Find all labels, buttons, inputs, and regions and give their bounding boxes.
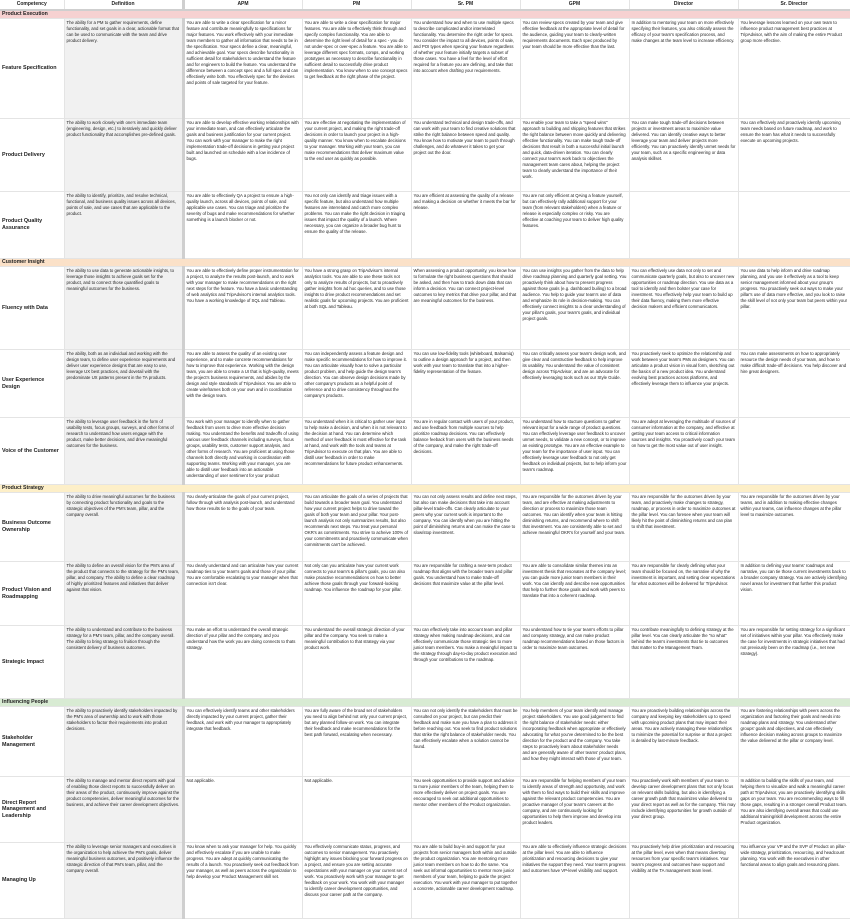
competency-row: [0, 777, 850, 843]
level-cell-srpm: You can effectively take into account team and pillar strategy when making roadmap decisions, and can effectively communicate those strategic ties to more junior team members. You make a meaingful impact to the strategy through day-to-day product execution and through your contributions to the roadmap.: [411, 626, 520, 699]
level-cell-pm: You are able to write a clear specification for major features. You are able to effectively think through and specify complex functionality. You are able to determine the right level of detail for a spec - you do not under-spec or over-spec a feature. You are able to leverage different spec formats, comps, and working prototypes as necessary to describe functionality in sufficient detail to successfully drive product implementation. You know when to use concept specs to get feedback at the right phase of the project.: [302, 19, 411, 119]
level-cell-gpm: You help members of your team identify and manage project stakeholders. You use good judgement to find the right balance of stakeholder needs: either incorporating feedback when appropriate or effectively advocating for what you've determined to be the best direction for the product and the company. You take steps to proactively learn about stakeholder needs and are generally aware of other teams' product plans, and how they might interact with those of your team.: [520, 707, 629, 777]
level-cell-srpm: You seek opportunities to provide support and advice to more junior members of the team, helping them to more effectively deliver on project goals. You are encouraged to seek out additional opportunities to mentor other members of the Product organization.: [411, 777, 520, 843]
level-cell-gpm: You understand how to tie your team's efforts to pillar and company strategy, and can make product roadmap recommendations based on those factors in order to maximize team outcomes.: [520, 626, 629, 699]
level-cell-gpm: You are able to effectively influence strategic decisions at the pillar level. You are able to influence prioritization and resourcing decisions to give your initiatives the support they need. Your team's progress and outcomes have VP-level visibility and support.: [520, 843, 629, 919]
competency-row: [0, 119, 850, 192]
level-cell-director: You proactively work with members of your team to develop career development plans that not only focus on relevant skills building, but also in identifying a career growth path that maximizes value delivered to your direct report as well as for the company. This may include identifying opportunities for growth outside of your direct group.: [629, 777, 738, 843]
competency-row: [0, 626, 850, 699]
competency-name: Fluency with Data: [0, 267, 64, 350]
header-row: [0, 0, 850, 10]
level-cell-srpm: You are responsible for crafting a near-term product roadmap that aligns with the broader team and pillar goals. You understand how to make trade-off decisions that maximize value at the pillar level.: [411, 562, 520, 626]
level-cell-director: In addition to mentoring your team on more effectively specifying their features, you also critically assess the efficacy of your team's specification process, and make changes at the team level to increase efficiency.: [629, 19, 738, 119]
level-cell-pm: You are fully aware of the broad set of stakeholders you need to align behind not only your current project, but any planned follow-on work. You can integrate their feedback and make recommendations for the best path forward, escalating when necessary.: [302, 707, 411, 777]
level-cell-pm: Not only can you articulate how your current work connects to your team's & pillar's goals, you can also make proactive recommendations on how to better achieve those goals through your forward-looking roadmap. You influence the roadmap for your pillar.: [302, 562, 411, 626]
competency-definition: The ability, both as an individual and working with the design team, to define user experience requirements and deliver user experience designs that are easy to use, leverage UX best practices, and dovetail with the predominate UX patterns present in the TA products.: [64, 350, 183, 418]
level-cell-pm: You are effective at negotiating the implementation of your current project, and making the right trade-off decisions in order to launch your project in a high-quality manner. You know when to escalate decisions to your manager. Working with your team, you can make recommendations that deliver maximum value to the end user as quickly as possible.: [302, 119, 411, 192]
level-cell-srdirector: You can make assessments on how to appropriately resource the design needs of your team, and how to make difficult trade-off decisions. You help discover and hire great designers.: [738, 350, 850, 418]
level-cell-director: You proactively help drive prioritization and resourcing at the pillar level, even when that means diverting resources from your specific team's initiatives. Your team's progress and outcomes have support and visibility at the TA management team level.: [629, 843, 738, 919]
level-cell-srdirector: [738, 192, 850, 259]
section-title: Product Strategy: [0, 485, 850, 493]
competency-row: [0, 707, 850, 777]
competency-name: Product Quality Assurance: [0, 192, 64, 259]
competency-name: User Experience Design: [0, 350, 64, 418]
competency-name: Product Delivery: [0, 119, 64, 192]
level-cell-srdirector: You are fostering relationships with peers across the organization and factoring their goals and needs into roadmap plans and strategy. You understand other groups' goals and objectives, and can effectively influence decision making across groups to maximize the value delivered at the pillar or company level.: [738, 707, 850, 777]
header-srdirector: Sr. Director: [738, 0, 850, 10]
level-cell-pm: You can independently assess a feature design and make specific recommendations for how to improve it. You can articulate visually how to solve a particular product problem, and help guide the design team's direction. You can observe design decisions made by other company's products as a helpful point of reference and to drive consistency throughout the company's products.: [302, 350, 411, 418]
level-cell-director: You can effectively use data not only to set and communicate quarterly goals, but also to uncover new opportunities or roadmap direction. You use data as a tool to identify and then bolster your case for investment. You effectively help your team to build up their data fluency, making them more effective decision makers and efficient communicators.: [629, 267, 738, 350]
header-srpm: Sr. PM: [411, 0, 520, 10]
competency-definition: The ability to understand and contribute to the business strategy for a PM's team, pillar, and the company overall. The ability to bring strategy to fruition through the consistent delivery of business outcomes.: [64, 626, 183, 699]
matrix-body: [0, 10, 850, 919]
competency-row: [0, 267, 850, 350]
section-header-row: [0, 699, 850, 707]
level-cell-apm: You clearly understand and can articulate how your current roadmap ties to your team's goals and those of your pillar. You are comfortable escalating to your manager when that connection isn't clear.: [183, 562, 302, 626]
level-cell-gpm: You understand how to stucture questions to gather relevant input for a wide range of product questions. You can effectively leverage user feedback to uncover unmet needs, to validate a new concept, or to improve an existing prototype. You are an effective example to your team for the importance of user input. You can effectively leverage user feedback to not only get feedback on individual projects, but to help inform your team's roadmap.: [520, 418, 629, 485]
competency-row: [0, 418, 850, 485]
competency-row: [0, 843, 850, 919]
level-cell-apm: You are able to develop effective working relationships with your immediate team, and can effectively articulate the goals and business justification for your current project. You can work with your manager to make the right implementation trade-off decisions in getting your project built and launched on schedule with a low incidence of bugs.: [183, 119, 302, 192]
header-pm: PM: [302, 0, 411, 10]
level-cell-apm: You work with your manager to identify when to gather feedback from users to drive more effective decision making. You understand the benefits and tradeoffs of using various user feedback channels including surveys, focus groups, usability tests, customer support analysis, and other forms of research. You are proficient at using those channels both directly and working in coordination with supporting teams. Working with your manager, you are able to distill user feedback into an actionable understanding of user sentiment for your product: [183, 418, 302, 485]
competency-name: Managing Up: [0, 843, 64, 919]
level-cell-apm: You are able to effectively define proper instrumentation for a project, to analyze the results post-launch, and to work with your manager to make recommendations on the right next steps for the feature. You have a basic understanding of web analytics and TripAdvisor's internal analytics tools. You have a working knowledge of SQL and Tableau.: [183, 267, 302, 350]
level-cell-pm: You can articulate the goals of a series of projects that build towards a broader team goal. You understand how your current project helps to drive toward the goals of both your team and your pillar. Your post-launch analysis not only summarizes results, but also recommends next steps. You treat your personal OKR's as commitments. You strive to acheive 100% of your commitments and proactively communicate when commitments can't be achieved.: [302, 493, 411, 562]
level-cell-gpm: You are responsible for helping members of your team to identify areas of strength and opportunity, and work with them to find ways to build their skills and improve against the relevant product competencies. You are proactive manager of your team's careers at the company, and are continuously looking for opportunities to help them improve and develop into product leaders.: [520, 777, 629, 843]
level-cell-srdirector: [738, 418, 850, 485]
level-cell-srdirector: You are responsible for the outcomes driven by your teams, and in addition to making effective changes within your teams, can influence changes at the pillar level to maximize outcomes.: [738, 493, 850, 562]
competency-name: Stakeholder Management: [0, 707, 64, 777]
competency-row: [0, 192, 850, 259]
level-cell-srpm: You can not only assess results and define next steps, but also can make decisions that take into account pillar-level trade-offs. Can clearly articulate to your peers why your current work is important to the company. You can identify when you are hitting the point of diminishing returns and can make the case to slow/stop investment.: [411, 493, 520, 562]
level-cell-srpm: You are in regular contact with users of your product, and use feedback from multiple sources to help prioritize roadmap decisions. You can effectively balance feeback from users with the business needs of the company, and make the right trade-off decisions.: [411, 418, 520, 485]
level-cell-pm: You understand the overall strategic direction of your pillar and the company. You seek to make a meaningful contribution to that strategy via your product work.: [302, 626, 411, 699]
header-gpm: GPM: [520, 0, 629, 10]
competency-row: [0, 493, 850, 562]
level-cell-pm: Not applicable.: [302, 777, 411, 843]
competency-row: [0, 350, 850, 418]
level-cell-pm: You not only can identify and triage issues with a specific feature, but also understand how multiple features are interrelated and catch more complex problems. You can make the right decision in triaging issues that impact the quality of a launch. Where necessary, you can organize a broader bug hunt to ensure the quality of the release.: [302, 192, 411, 259]
competency-definition: The ability to leverage user feedback in the form of usability tests, focus groups, surveys, and other forms of research to understand how users engage with the product, make better decisions, and drive meaningful outcomes for the business.: [64, 418, 183, 485]
competency-definition: The ability to define an overall vision for the PM's area of the product that connects to the strategy for the PM's team, pillar, and company. The ability to define a clear roadmap of highly prioritized features and initiatives that deliver against that vision.: [64, 562, 183, 626]
level-cell-pm: You effectively communicate status, progress, and outcomes to senior management. You proactively highlight any issues blocking your forward progress on a project, and ensure you are setting accurate expectations with your manager on your current set of work. You proactively work with your manager to get feedback on your work. You work with your manager to identify career development opportunities, and discuss your career path at the company.: [302, 843, 411, 919]
section-title: Product Execution: [0, 10, 850, 19]
competency-definition: The ability to drive meaningful outcomes for the business by connecting product functionality and goals to the strategic objectives of the PM's team, pillar, and the company overall.: [64, 493, 183, 562]
level-cell-gpm: You can use insights you gather from the data to help drive roadmap planning and quarterly goal setting. You proactively think about how to present progress against those goals (e.g. dashboard builing) to a broad audience. You help to guide your team's use of data and emphasize its role in decision-making. You can effectively connect insights to a clear understanding of your pillar's goals, your team's goals, and individual project goals.: [520, 267, 629, 350]
level-cell-director: You can make tough trade-off decisions between projects or investment areas to maximize value delivered. You can identify creative ways to better leverage your team and deliver projects more efficiently. You can proactively identify unmet needs for your team, such as a specific engineering or data analysis skillset.: [629, 119, 738, 192]
level-cell-srdirector: In addition to defining your teams' roadmaps and narrative, you can tie those current investments back to a broader company strategy. You are actively identifying novel areas for investment that further this product vision.: [738, 562, 850, 626]
level-cell-srpm: You understand how and when to use multiple specs to describe complicated and/or interrelated functionality. You determine the right order for specs. You consider the impact to all devices, points of sale, and POI types when specing your feature regardless of whether your feature initially targets a subset of those cases. You have a feel for the level of effort required for a feature you are defining, and take that into account when drafting your requirements.: [411, 19, 520, 119]
level-cell-srpm: You can not only identify the stakeholders that must be consulted on your project, but can predict their feedback and make sure you have a plan to address it before reaching out. You seek to find product solutions that strike the right balance of stakeholder needs. You can effectively escalate when a solution cannot be found.: [411, 707, 520, 777]
competency-definition: The ability to use data to generate actionable insights, to leverage those insights to achieve goals set for the product, and to connect those quantified goals to meaningful outcomes for the business.: [64, 267, 183, 350]
level-cell-srdirector: You influence your VP and the SVP of Product on pillar-wide strategy, prioritization, resourcing, and headcount planning. You work with the executives in other functional areas to align goals and resourcing plans.: [738, 843, 850, 919]
level-cell-srpm: You are efficient at assessing the quality of a release and making a decision on whether it meets the bar for release.: [411, 192, 520, 259]
competency-row: [0, 19, 850, 119]
level-cell-director: You are proactively building relationships across the company and keeping key stakeholders up to speed with upcoming product plans that may impact their areas. You are actively managing these relationships to minimize the potential for surprise or that a project is derailed by last-minute feedback.: [629, 707, 738, 777]
level-cell-apm: You can effectively identify teams and other stakeholders directly impacted by your current project, gather their feedback, and work with your manager to appropriately integrate that feedback.: [183, 707, 302, 777]
section-header-row: [0, 259, 850, 267]
level-cell-director: You proactively seek to optimize the relationship and work between your team's PMs an designers. You can articulate a product vision in visual form, sketching out the basics of a new product idea. You understand evolving best practices across platforms, and effectively leverage them to influence your projects.: [629, 350, 738, 418]
competency-definition: The ability to identify, prioritize, and resolve technical, functional, and business quality issues across all devices, points of sale, and use cases that are applicable to the product.: [64, 192, 183, 259]
level-cell-director: You are responsible for clearly defining what your team should be focused on, the narrative of why the investment is important, and setting clear expectations for what outcomes will be delivered for TripAdvisor.: [629, 562, 738, 626]
level-cell-srpm: When assessing a product opportunity, you know how to formulate the right business questions that should be asked, and then how to track down data that can inform a decision. You can connect project-level outcomes to key metrics that drive your pillar, and that are meaningful outcomes for the business.: [411, 267, 520, 350]
competency-name: Business Outcome Ownership: [0, 493, 64, 562]
section-header-row: [0, 10, 850, 19]
level-cell-pm: You have a strong grasp on TripAdvisor's internal analytics tools. You are able to use these tools not only to analyze results of projects, but to proactively gather insights from ad hoc queries, and to use those insights to drive product recommendations and set realistic goals for upcoming projects. You are proficient at both SQL and Tableau.: [302, 267, 411, 350]
level-cell-director: You are adept at leveraging the multitude of sources of consumer information at the company, and effective at getting your team access to critical information sources and insights. You proactively coach your team on how to get the most value out of user insight.: [629, 418, 738, 485]
competency-name: Direct Report Management and Leadership: [0, 777, 64, 843]
level-cell-apm: You are able to write a clear specification for a minor feature and contribute meaningfully to specifications for major features. You work effectively with your immediate team members to gather all information that needs to be in the specification. Your specs define a clear, meaningful, and achievable goal. Your specs describe functionality in sufficient detail for stakeholders to understand the feature and for engineers to build the feature. You understand the difference between a concept spec and a full spec and can effectively write both. You effectively spec for the devices and points of sale targeted for your feature.: [183, 19, 302, 119]
level-cell-director: You are responsible for the outcomes driven by your team, and proactively make changes to strategy, roadmap, or process in order to maximize outcomes at the pillar level. You can foresee when your team will likely hit the point of diminishing returns and can plan to shift that investment.: [629, 493, 738, 562]
competency-name: Strategic Impact: [0, 626, 64, 699]
competency-definition: The ability to leverage senior managers and executives in the organization to help achieve the PM's goals, deliver meaningful business outcomes, and positively influence the strategic direction of that PM's team, pillar, and the company overall.: [64, 843, 183, 919]
level-cell-gpm: You can review specs created by your team and give effective feedback at the appropriate level of detail for the audience, guiding your team to clearly-written requirements documents. Each spec produced by your team should be more effective than the last.: [520, 19, 629, 119]
competency-row: [0, 562, 850, 626]
competency-name: Feature Specification: [0, 19, 64, 119]
competency-definition: The ability to manage and mentor direct reports with goal of enabling those direct reports to successfully deliver on their areas of the product, continuously improve against the product competencies, deliver meaningful outcomes for the business, and achieve their career development objectives.: [64, 777, 183, 843]
level-cell-apm: You clearly-articulate the goals of your current project, follow through with analysis post-launch, and understand how those results tie to the goals of your team.: [183, 493, 302, 562]
level-cell-gpm: You are not only efficient at QAing a feature yourself, but can effectively rally additional support for your team (from relevant stakeholders) when a feature or release is especially complex or risky. You are effective at coaching your team to deliver high quality features.: [520, 192, 629, 259]
section-title: Customer Insight: [0, 259, 850, 267]
header-apm: APM: [183, 0, 302, 10]
level-cell-apm: Not applicable.: [183, 777, 302, 843]
level-cell-gpm: You can critically assess your team's design work, and give clear and constructive feedback to help improve its usability. You understand the value of consistent design across TripAdvisor, and are an advocate for effectively leveraging tools such as our Style Guide.: [520, 350, 629, 418]
section-header-row: [0, 485, 850, 493]
competency-name: Voice of the Customer: [0, 418, 64, 485]
level-cell-gpm: You are able to consolidate similar themes into an investment thesis that resonates at the company level; you can guide more junior team members in their work. You can identify and describe new opportunities that help to further those goals and work with peers to translate that into a coherent roadmap.: [520, 562, 629, 626]
level-cell-srpm: You are able to build buy-in and support for your projects from senior managers both within and outside the product organization. You are mentoring more junior team members on how to do the same. You seek out informal opportunities to mentor more junior members of your team, helping to guide the project execution. You work with your manager to put together a concrete, actionable career development roadmap.: [411, 843, 520, 919]
competency-definition: The ability for a PM to gather requirements, define functionality, and set goals in a clear, actionable format that can be used to communicate with the team and drive product delivery.: [64, 19, 183, 119]
level-cell-pm: You understand when it is critical to gather user input to help make a decision, and when it is not relevant to the decision at hand. You can determine which method of user feedback is most effective for the task at hand, and work with the tools and teams at TripAdvisor to execute on that plan. You are able to distill user feedback in order to make recommendations for future product enhancements.: [302, 418, 411, 485]
level-cell-srdirector: You leverage lessons learned on your own team to influence product management best practices at TripAdvisor, with the aim of making the entire Product group more effective.: [738, 19, 850, 119]
level-cell-srpm: You understand technical and design trade-offs, and can work with your team to find creative solutions that strike the right balance between speed and quality. You know how to motivate your team to push through challenges, and do whatever it takes to get your project out the door.: [411, 119, 520, 192]
level-cell-srdirector: You use data to help inform and drive roadmap planning, and you use it effectively as a tool to keep senior management informed about your group's progress. You proactively seek out ways to make your pillar's use of data more effective, and you look to raise the skill level of not only your team but peers within your pillar.: [738, 267, 850, 350]
level-cell-director: [629, 192, 738, 259]
competency-name: Product Vision and Roadmapping: [0, 562, 64, 626]
level-cell-apm: You are able to effectively QA a project to ensure a high-quality launch, across all devices, points of sale, and applicable use cases. You can triage and prioritize the severity of bugs and make recommendations for whether something is a launch blocker or not.: [183, 192, 302, 259]
level-cell-director: You contribute meaningfully to defining strategy at the pillar level. You can clearly articulate the "so what" behind the team's investments that tie to outcomes that matter to the Management Team.: [629, 626, 738, 699]
header-definition: Definition: [64, 0, 183, 10]
level-cell-apm: You are able to assess the quality of an existing user experience, and to make concrete recommendations for how to improve that experience. Working with the design team, you are able to create a UI that is high-quality, meets the project's business requirements, and abides by the design and style standards of TripAdvisor. You are able to create wireframes both on your own and in coordination with the design team.: [183, 350, 302, 418]
level-cell-srpm: You can use low-fidelity tools (whiteboard, Balsamiq) to outline a design approach for a project, and then work with your team to translate that into a higher-fidelity representation of the feature.: [411, 350, 520, 418]
level-cell-apm: You know when to ask your manager for help. You quickly and effectively escalate if you are unable to make progress. You are adept at quickly communicating the results of a launch. You proactively seek out feedback from your manager, as well as peers across the organization to help develop your Product Management skill set.: [183, 843, 302, 919]
level-cell-gpm: You enable your team to take a "speed wins" approach to building and shipping features that strikes the right balance between move quickly and delivering effective functionality. You can make tough trade-off decisions that result in both a successful initial launch and quick, data-driven iteration. You can clearly connect your team's work back to objectives the management team cares about, helping the project team to clearly understand the importance of their work.: [520, 119, 629, 192]
section-title: Influencing People: [0, 699, 850, 707]
level-cell-apm: You make an effort to understand the overall strategic direction of your pillar and the company, and you understand how the work you are doing connects to thats strategy.: [183, 626, 302, 699]
header-competency: Competency: [0, 0, 64, 10]
level-cell-srdirector: In addition to building the skills of your team, and helping them to visualize and walk a meaningful career path at TripAdvisor, you are proactively identifying skills gaps on your team. You are recommending ways to fill those gaps, resulting in a stronger overall Product team. You are also identifying overall areas that could use additional training/skill development across the entire Product organization.: [738, 777, 850, 843]
competency-definition: The ability to work closely with one's immediate team (engineering, design, etc.) to iteratively and quickly deliver product functionality that accomplishes pre-defined goals.: [64, 119, 183, 192]
level-cell-gpm: You are responsible for the outcomes driven by your team, and are effective at making adjustments to direction or process to maximize those team outcomes. You can identify when your team is hitting diminishing returns, and recommend where to shift that investment. You are consistently able to set and achieve meaningful OKR's for yourself and your team.: [520, 493, 629, 562]
header-director: Director: [629, 0, 738, 10]
level-cell-srdirector: You can effectively and proactively identify upcoming team needs based on future roadmap, and work to ensure the team has what it needs to successfully execute on upcoming projects.: [738, 119, 850, 192]
competency-definition: The ability to proactively identify stakeholders impacted by the PM's area of ownership and to work with those stakeholders to factor their requirements into product decisions.: [64, 707, 183, 777]
level-cell-srdirector: You are responsible for setting strategy for a significant set of initiatives within your pillar. You effectively make the case for investments in strategic initiatives that had not previously been on the roadmap (i.e., net new strategy).: [738, 626, 850, 699]
